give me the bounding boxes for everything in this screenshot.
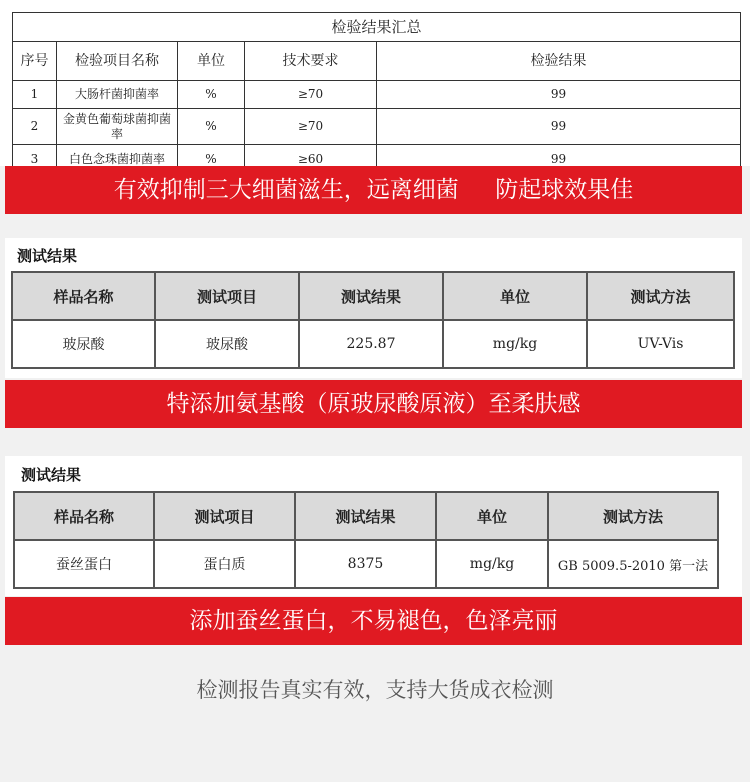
row-requirement: ≥70 xyxy=(245,109,377,145)
summary-title: 检验结果汇总 xyxy=(13,13,741,42)
silk-protein-test-image xyxy=(5,456,742,596)
row-item-name: 大肠杆菌抑菌率 xyxy=(57,81,178,109)
row-no: 3 xyxy=(13,145,57,167)
row-result: 99 xyxy=(377,145,741,167)
test2-header-row xyxy=(14,492,718,540)
test1-table xyxy=(11,271,735,369)
cell-unit: mg/kg xyxy=(436,540,548,588)
header-requirement: 技术要求 xyxy=(245,42,377,81)
row-requirement: ≥60 xyxy=(245,145,377,167)
table-row xyxy=(13,109,741,145)
header-unit: 单位 xyxy=(178,42,245,81)
table-row xyxy=(13,145,741,167)
header-test-item: 测试项目 xyxy=(155,272,299,320)
test1-header-row xyxy=(12,272,734,320)
cell-test-result: 225.87 xyxy=(299,320,443,368)
summary-table xyxy=(12,12,741,166)
header-test-result: 测试结果 xyxy=(299,272,443,320)
row-result: 99 xyxy=(377,109,741,145)
header-sample: 样品名称 xyxy=(12,272,155,320)
cell-test-item: 蛋白质 xyxy=(154,540,295,588)
cell-sample: 玻尿酸 xyxy=(12,320,155,368)
row-unit: % xyxy=(178,81,245,109)
header-result: 检验结果 xyxy=(377,42,741,81)
header-unit: 单位 xyxy=(443,272,587,320)
table-row xyxy=(13,81,741,109)
row-item-name: 白色念珠菌抑菌率 xyxy=(57,145,178,167)
row-no: 1 xyxy=(13,81,57,109)
test2-table xyxy=(13,491,719,589)
header-method: 测试方法 xyxy=(548,492,718,540)
table-row xyxy=(14,540,718,588)
test1-title: 测试结果 xyxy=(17,247,78,265)
banner-silk-protein: 添加蚕丝蛋白，不易褪色，色泽亮丽 xyxy=(5,597,742,645)
header-no: 序号 xyxy=(13,42,57,81)
header-unit: 单位 xyxy=(436,492,548,540)
table-row xyxy=(12,320,734,368)
test2-title: 测试结果 xyxy=(21,466,82,484)
cell-method: GB 5009.5-2010 第一法 xyxy=(548,540,718,588)
cell-unit: mg/kg xyxy=(443,320,587,368)
row-item-name: 金黄色葡萄球菌抑菌率 xyxy=(57,109,178,145)
row-requirement: ≥70 xyxy=(245,81,377,109)
header-sample: 样品名称 xyxy=(14,492,154,540)
header-test-result: 测试结果 xyxy=(295,492,436,540)
row-no: 2 xyxy=(13,109,57,145)
banner-amino-acid: 特添加氨基酸（原玻尿酸原液）至柔肤感 xyxy=(5,380,742,428)
banner-antibacterial: 有效抑制三大细菌滋生，远离细菌 防起球效果佳 xyxy=(5,166,742,214)
cell-test-result: 8375 xyxy=(295,540,436,588)
cell-test-item: 玻尿酸 xyxy=(155,320,299,368)
cell-sample: 蚕丝蛋白 xyxy=(14,540,154,588)
header-test-item: 测试项目 xyxy=(154,492,295,540)
header-method: 测试方法 xyxy=(587,272,734,320)
hyaluronic-test-image xyxy=(5,238,742,378)
summary-header-row xyxy=(13,42,741,81)
row-result: 99 xyxy=(377,81,741,109)
summary-report-image xyxy=(0,0,750,166)
footer-note: 检测报告真实有效，支持大货成衣检测 xyxy=(196,678,554,702)
row-unit: % xyxy=(178,109,245,145)
cell-method: UV-Vis xyxy=(587,320,734,368)
row-unit: % xyxy=(178,145,245,167)
header-item-name: 检验项目名称 xyxy=(57,42,178,81)
